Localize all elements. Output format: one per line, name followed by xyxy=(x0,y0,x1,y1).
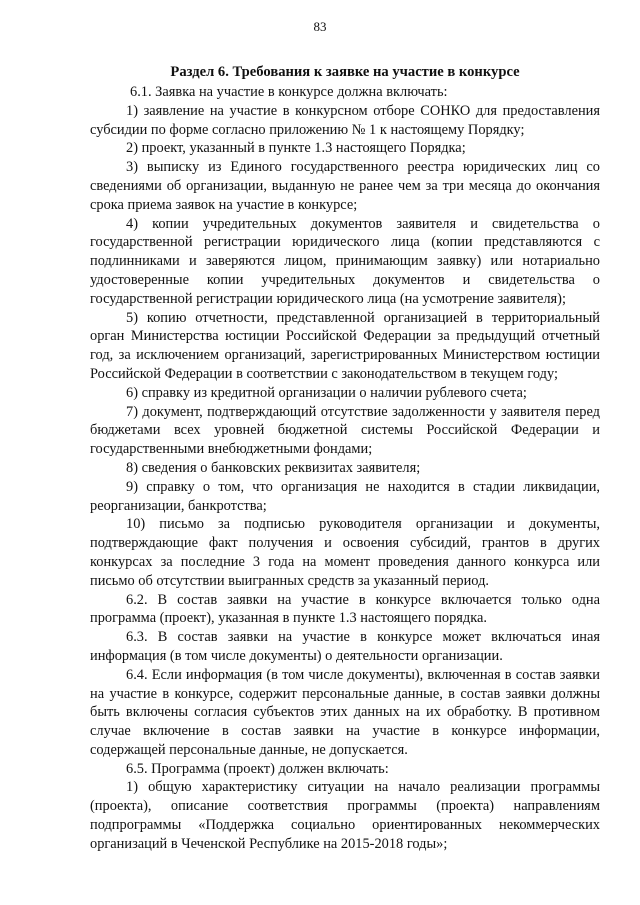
paragraph-6-4: 6.4. Если информация (в том числе документы), включенная в состав заявки на участие в конкурсе, содержит персональные данные, в состав заявки должны быть включены согласия субъектов этих данных на их обработку. В противном случае включение в состав заявки на участие в конкурсе информации, содержащей персональные данные, не допускается. xyxy=(90,666,600,758)
paragraph-6-3: 6.3. В состав заявки на участие в конкурсе может включаться иная информация (в том числе документы) о деятельности организации. xyxy=(90,629,600,664)
paragraph-item-9: 9) справку о том, что организация не находится в стадии ликвидации, реорганизации, банкротства; xyxy=(90,478,600,514)
paragraph-6-1: 6.1. Заявка на участие в конкурсе должна включать: xyxy=(130,84,448,100)
paragraph-item-1: 1) заявление на участие в конкурсном отборе СОНКО для предоставления субсидии по форме согласно приложению № 1 к настоящему Порядку; xyxy=(90,102,600,138)
page-number: 83 xyxy=(313,19,327,34)
section-heading: Раздел 6. Требования к заявке на участие в конкурсе xyxy=(170,64,520,80)
paragraph-item-4: 4) копии учредительных документов заявителя и свидетельства о государственной регистрации юридического лица (копии представляются с подлинниками и заверяются лицом, принимающим заявку) или нотариально удостоверенные копии учредительных документов и свидетельства о государственной регистрации юридического лица (на усмотрение заявителя); xyxy=(90,215,600,307)
section-body xyxy=(90,83,600,854)
paragraph-6-5: 6.5. Программа (проект) должен включать: xyxy=(126,760,389,777)
paragraph-6-2: 6.2. В состав заявки на участие в конкурсе включается только одна программа (проект), указанная в пункте 1.3 настоящего порядка. xyxy=(90,591,600,627)
paragraph-item-10: 10) письмо за подписью руководителя организации и документы, подтверждающие факт получения и освоения субсидий, грантов в других конкурсах за последние 3 года на момент проведения данного конкурса или письмо об отсутствии выигранных средств за указанный период. xyxy=(90,516,600,589)
paragraph-item-5: 5) копию отчетности, представленной организацией в территориальный орган Министерства юстиции Российской Федерации за предыдущий отчетный год, за исключением организаций, зарегистрированных Министерством юстиции Российской Федерации в соответствии с законодательством в текущем году; xyxy=(90,309,600,382)
paragraph-item-3: 3) выписку из Единого государственного реестра юридических лиц со сведениями об организации, выданную не ранее чем за три месяца до окончания срока приема заявок на участие в конкурсе; xyxy=(90,159,600,213)
paragraph-item-8: 8) сведения о банковских реквизитах заявителя; xyxy=(126,459,421,476)
paragraph-item-7: 7) документ, подтверждающий отсутствие задолженности у заявителя перед бюджетами всех уровней бюджетной системы Российской Федерации и государственными внебюджетными фондами; xyxy=(90,403,600,458)
paragraph-item-6: 6) справку из кредитной организации о наличии рублевого счета; xyxy=(126,384,527,401)
paragraph-item-2: 2) проект, указанный в пункте 1.3 настоящего Порядка; xyxy=(126,140,466,157)
paragraph-6-5-item-1: 1) общую характеристику ситуации на начало реализации программы (проекта), описание соответствия программы (проекта) направлениям подпрограммы «Поддержка социально ориентированных некоммерческих организаций в Чеченской Республике на 2015-2018 годы»; xyxy=(90,779,600,852)
